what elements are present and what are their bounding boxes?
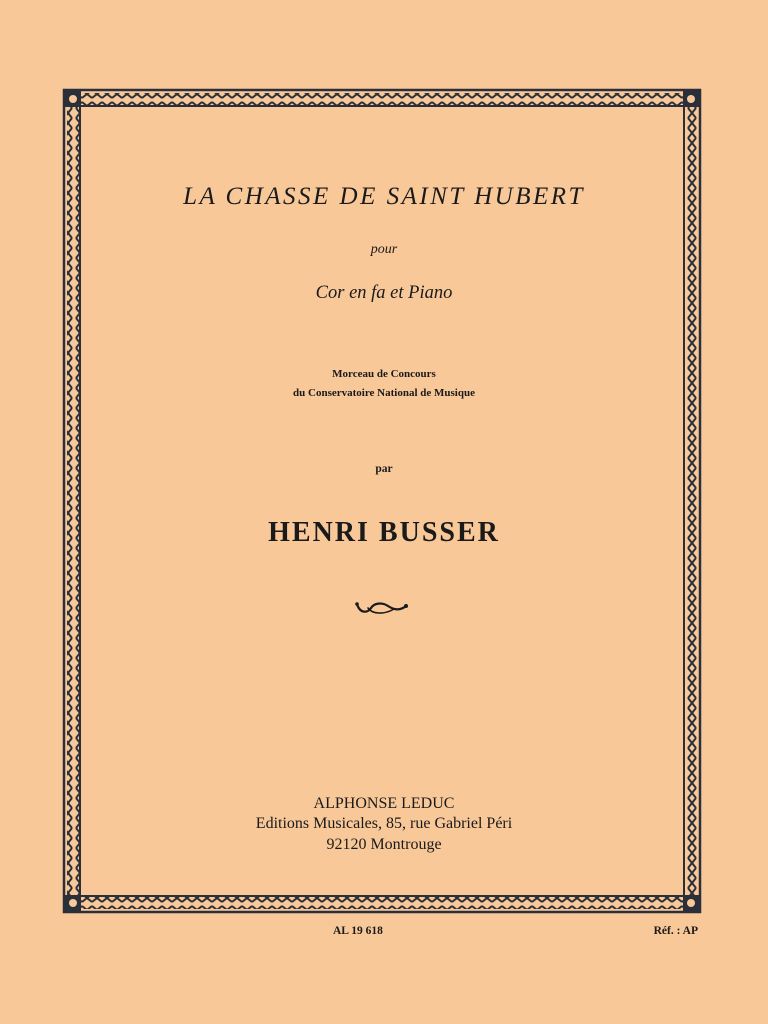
pour-label: pour bbox=[370, 242, 398, 257]
description-line-2: du Conservatoire National de Musique bbox=[293, 387, 475, 399]
par-label: par bbox=[375, 463, 393, 475]
publisher-name: ALPHONSE LEDUC bbox=[313, 795, 455, 812]
work-title: LA CHASSE DE SAINT HUBERT bbox=[183, 183, 585, 210]
instrumentation: Cor en fa et Piano bbox=[315, 283, 453, 303]
publisher-address-line-1: Editions Musicales, 85, rue Gabriel Péri bbox=[255, 815, 513, 832]
border-svg bbox=[62, 88, 702, 914]
publisher-address-line-2: 92120 Montrouge bbox=[326, 836, 442, 853]
description-line-1: Morceau de Concours bbox=[332, 368, 436, 380]
decorative-border bbox=[62, 88, 702, 914]
reference-code: Réf. : AP bbox=[653, 925, 698, 937]
flourish-ornament bbox=[354, 597, 410, 619]
catalog-number: AL 19 618 bbox=[333, 925, 383, 937]
composer-name: HENRI BUSSER bbox=[268, 517, 500, 548]
